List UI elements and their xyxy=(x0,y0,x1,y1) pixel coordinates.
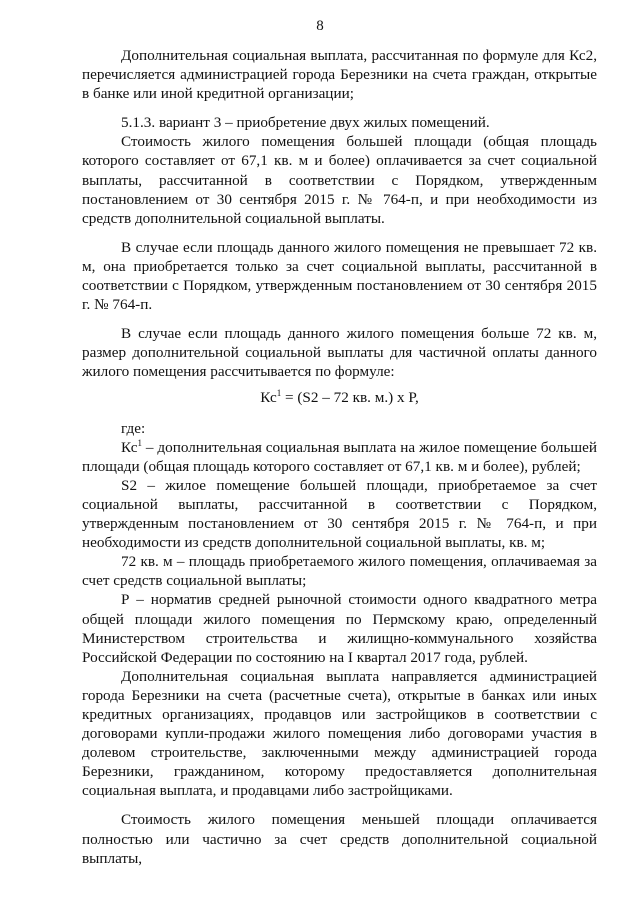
paragraph: 5.1.3. вариант 3 – приобретение двух жилых помещений. xyxy=(121,114,490,132)
formula xyxy=(82,388,597,407)
paragraph: Стоимость жилого помещения большей площади (общая площадь которого составляет от 67,1 кв. м и более) оплачивается за счет социальной выплаты, рассчитанной в соответствии с Порядком, утвержденным постановлением от 30 сентября 2015 г. № 764-п, и при необходимости из средств дополнительной социальной выплаты. xyxy=(82,133,597,227)
definition-item: Р – норматив средней рыночной стоимости одного квадратного метра общей площади жилого помещения по Пермскому краю, определенный Министерством строительства и жилищно-коммунального хозяйства Российской Федерации по состоянию на I квартал 2017 года, рублей. xyxy=(82,591,597,666)
page-number: 8 xyxy=(316,18,324,34)
definition-item: S2 – жилое помещение большей площади, приобретаемое за счет социальной выплаты, рассчитанной в соответствии с Порядком, утвержденным постановлением от 30 сентября 2015 г. № 764-п, и при необходимости из средств дополнительной социальной выплаты, кв. м; xyxy=(82,476,597,552)
definition-superscript: 1 xyxy=(137,437,142,448)
paragraph: В случае если площадь данного жилого помещения больше 72 кв. м, размер дополнительной социальной выплаты для частичной оплаты данного жилого помещения рассчитывается по формуле: xyxy=(82,325,597,381)
definition-item: 72 кв. м – площадь приобретаемого жилого помещения, оплачиваемая за счет средств социальной выплаты; xyxy=(82,553,597,590)
definition-text: – дополнительная социальная выплата на жилое помещение большей площади (общая площадь которого составляет от 67,1 кв. м и более), рублей; xyxy=(82,438,597,475)
paragraph: Дополнительная социальная выплата направляется администрацией города Березники на счета (расчетные счета), открытые в банках или иных кредитных организациях, продавцов или застройщиков в соответствии с договорами купли-продажи жилого помещения либо договорами участия в долевом строительстве, заключенными между администрацией города Березники, гражданином, которому предоставляется дополнительная социальная выплата, и продавцами либо застройщиками. xyxy=(82,667,597,800)
paragraph: В случае если площадь данного жилого помещения не превышает 72 кв. м, она приобретается только за счет социальной выплаты, рассчитанной в соответствии с Порядком, утвержденным постановлением от 30 сентября 2015 г. № 764-п. xyxy=(82,238,597,314)
paragraph: Дополнительная социальная выплата, рассчитанная по формуле для Кс2, перечисляется администрацией города Березники на счета граждан, открытые в банке или иной кредитной организации; xyxy=(82,47,597,103)
formula-superscript: 1 xyxy=(276,387,282,398)
where-label: где: xyxy=(121,419,146,437)
definition-term: Кс xyxy=(121,438,138,456)
formula-lhs: Кс xyxy=(260,388,277,406)
definition-item xyxy=(82,438,597,476)
paragraph: Стоимость жилого помещения меньшей площади оплачивается полностью или частично за счет средств дополнительной социальной выплаты, xyxy=(82,811,597,867)
document-body xyxy=(82,46,597,868)
formula-rhs: = (S2 – 72 кв. м.) х Р, xyxy=(281,388,419,406)
